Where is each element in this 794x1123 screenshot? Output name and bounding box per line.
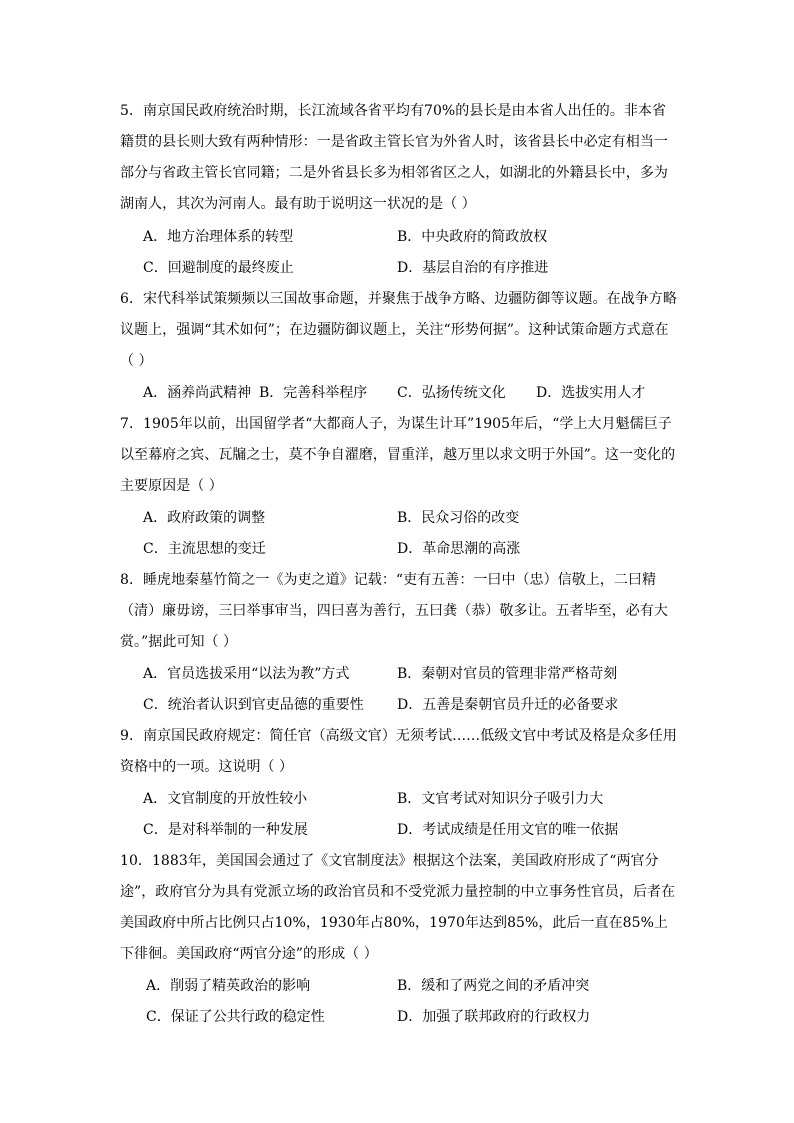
question-10-option-c: C．保证了公共行政的稳定性: [146, 1009, 325, 1025]
question-7-options-row-2: [143, 534, 683, 565]
question-5-option-b: B．中央政府的简政放权: [397, 229, 548, 245]
question-7-option-a: A．政府政策的调整: [143, 510, 266, 526]
question-8-stem: 8．睡虎地秦墓竹简之一《为吏之道》记载：“吏有五善：一曰中（忠）信敬上，二曰精（清）廉毋谤，三曰举事审当，四曰喜为善行，五曰龚（恭）敬多让。五者毕至，必有大赏。”据此可知（ ）: [120, 572, 668, 650]
question-7-option-d: D．革命思潮的高涨: [397, 541, 521, 557]
question-9-option-a: A．文官制度的开放性较小: [143, 791, 308, 807]
question-10-option-d: D．加强了联邦政府的行政权力: [397, 1009, 591, 1025]
question-9-option-b: B．文官考试对知识分子吸引力大: [397, 791, 604, 807]
question-8-option-d: D．五善是秦朝官员升迁的必备要求: [397, 697, 619, 713]
question-5-option-d: D．基层自治的有序推进: [397, 260, 549, 276]
question-5-options-row-1: [143, 222, 683, 253]
question-8-options-row-1: [143, 659, 683, 690]
question-10-options-row-2: [143, 1002, 683, 1033]
question-8-option-c: C．统治者认识到官吏品德的重要性: [143, 697, 364, 713]
question-9-stem: 9．南京国民政府规定：简任官（高级文官）无须考试……低级文官中考试及格是众多任用资格中的一项。这说明（ ）: [120, 728, 677, 775]
question-6-option-d: D．选拔实用人才: [536, 385, 646, 401]
question-5-option-a: A．地方治理体系的转型: [143, 229, 294, 245]
question-7-option-c: C．主流思想的变迁: [143, 541, 266, 557]
question-9-options-row-2: [143, 815, 683, 846]
question-10-options-row-1: [143, 971, 683, 1002]
question-7-options-row-1: [143, 503, 683, 534]
question-8-option-a: A．官员选拔采用“以法为教”方式: [143, 666, 350, 682]
question-8-options-row-2: [143, 690, 683, 721]
question-6-option-c: C．弘扬传统文化: [397, 385, 506, 401]
question-10-option-a: A．削弱了精英政治的影响: [146, 978, 311, 994]
question-9-option-d: D．考试成绩是任用文官的唯一依据: [397, 822, 619, 838]
question-5-option-c: C．回避制度的最终废止: [143, 260, 294, 276]
question-6-options-row: [143, 378, 683, 409]
question-6-option-a: A．涵养尚武精神: [143, 385, 252, 401]
question-5-options-row-2: [143, 253, 683, 284]
question-7-option-b: B．民众习俗的改变: [397, 510, 520, 526]
question-9-option-c: C．是对科举制的一种发展: [143, 822, 308, 838]
question-6-stem: 6．宋代科举试策频频以三国故事命题，并聚焦于战争方略、边疆防御等议题。在战争方略议题上，强调“其术如何”；在边疆防御议题上，关注“形势何据”。这种试策命题方式意在（ ）: [120, 291, 677, 369]
question-7-stem: 7．1905年以前，出国留学者“大都商人子，为谋生计耳”1905年后，“学上大月魁儒巨子以至幕府之宾、瓦牖之士，莫不争自濯磨，冒重洋，越万里以求文明于外国”。这一变化的主要原因是（ ）: [120, 416, 676, 494]
question-10-stem: 10．1883年，美国国会通过了《文官制度法》根据这个法案，美国政府形成了“两官分途”，政府官分为具有党派立场的政治官员和不受党派力量控制的中立事务性官员，后者在美国政府中所占比例只占10%，1930年占80%，1970年达到85%，此后一直在85%上下徘徊。美国政府“两官分途”的形成（ ）: [120, 853, 676, 962]
question-6-option-b: B．完善科举程序: [259, 385, 368, 401]
question-8-option-b: B．秦朝对官员的管理非常严格苛刻: [397, 666, 618, 682]
question-5-stem: 5．南京国民政府统治时期，长江流域各省平均有70%的县长是由本省人出任的。非本省籍贯的县长则大致有两种情形：一是省政主管长官为外省人时，该省县长中必定有相当一部分与省政主管长官同籍；二是外省县长多为相邻省区之人，如湖北的外籍县长中，多为湖南人，其次为河南人。最有助于说明这一状况的是（ ）: [120, 103, 668, 212]
question-9-options-row-1: [143, 784, 683, 815]
question-10-option-b: B．缓和了两党之间的矛盾冲突: [397, 978, 590, 994]
